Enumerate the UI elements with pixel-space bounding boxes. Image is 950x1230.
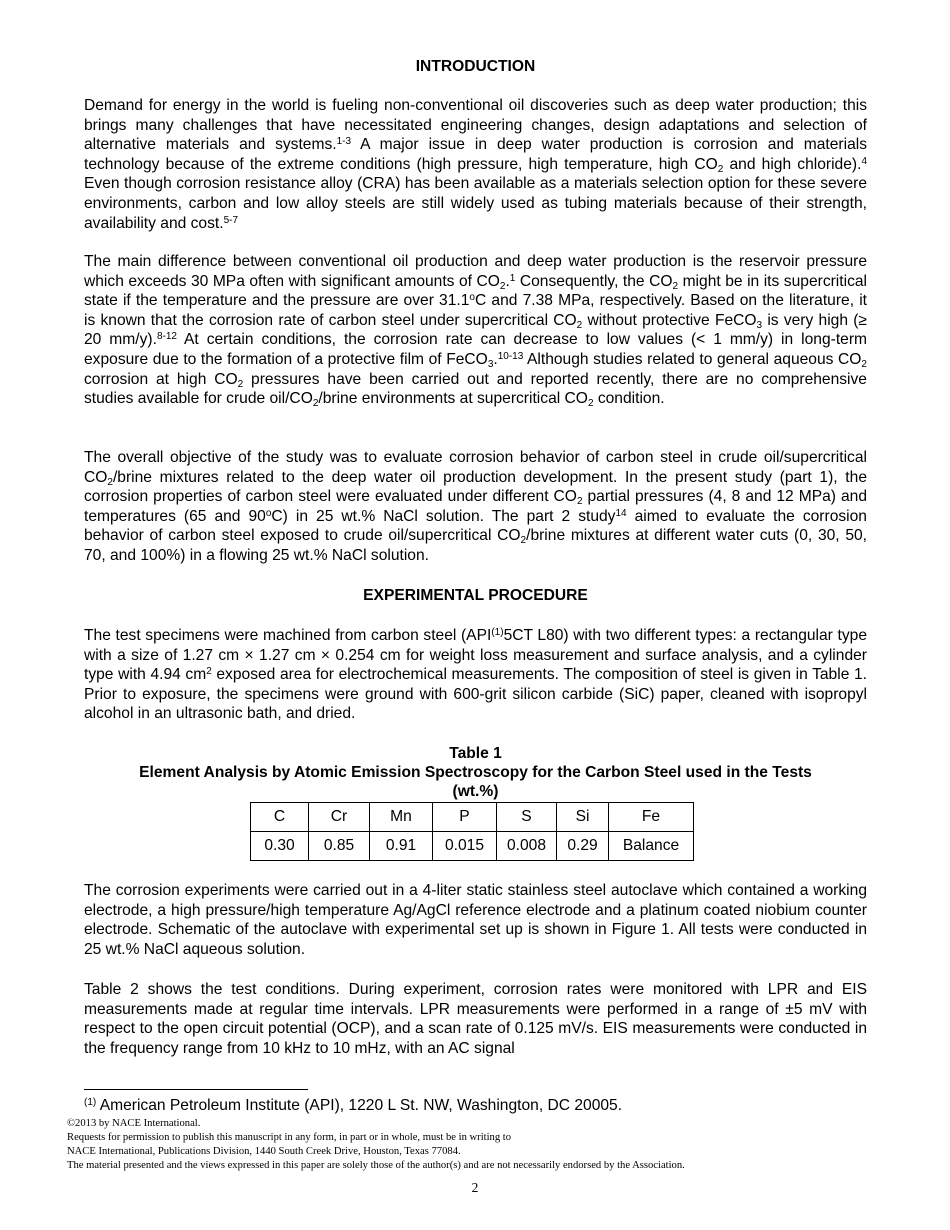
- table-header-row: [251, 803, 694, 832]
- footnote: [84, 1097, 622, 1115]
- disclaimer-line: The material presented and the views expressed in this paper are solely those of the author(s) and are not necessarily endorsed by the Association.: [67, 1160, 685, 1171]
- experimental-paragraph-3: Table 2 shows the test conditions. During experiment, corrosion rates were monitored with LPR and EIS measurements made at regular time intervals. LPR measurements were performed in a range of ±5 mV with respect to the open circuit potential (OCP), and a scan rate of 0.125 mV/s. EIS measurements were conducted in the frequency range from 10 kHz to 10 mHz, with an AC signal: [84, 981, 867, 1057]
- section-heading-introduction: INTRODUCTION: [415, 58, 536, 75]
- table-header-cell: Cr: [309, 803, 370, 832]
- footnote-marker: (1): [84, 1097, 97, 1108]
- composition-table: [250, 802, 694, 861]
- table-cell: 0.91: [370, 832, 433, 861]
- citation: 1: [509, 272, 516, 284]
- intro-paragraph-1: Demand for energy in the world is fueling non-conventional oil discoveries such as deep water production; this brings many challenges that have necessitated engineering changes, design adaptations and selection of alternative materials and systems.$^{1-3}$ A major issue in deep water production is corrosion and materials technology because of the extreme conditions (high pressure, high temperature, high $CO_2$ and high chloride).$^4$ Even though corrosion resistance alloy (CRA) has been available as a materials selection option for these severe environments, carbon and low alloy steels are still widely used as tubing materials because of their strength, availability and cost.$^{5-7}$: [84, 97, 868, 232]
- table-header-cell: Si: [557, 803, 609, 832]
- table-header-cell: Fe: [609, 803, 694, 832]
- citation: 10-13: [497, 350, 524, 362]
- citation: 8-12: [156, 331, 177, 343]
- table-row: [251, 832, 694, 861]
- table-cell: 0.29: [557, 832, 609, 861]
- table-cell: 0.85: [309, 832, 370, 861]
- degree-mark: o: [265, 507, 272, 519]
- intro-paragraph-2: The main difference between conventional oil production and deep water production is the reservoir pressure which exceeds 30 MPa often with significant amounts of $CO_2.^1$ Consequently, the $CO_2$ might be in its supercritical state if the temperature and the pressure are over 31.1$^o$C and 7.38 MPa, respectively. Based on the literature, it is known that the corrosion rate of carbon steel under supercritical $CO_2$ without protective FeCO$_3$ is very high (≥ 20 mm/y).$^{8-12}$ At certain conditions, the corrosion rate can decrease to low values (< 1 mm/y) in long-term exposure due to the formation of a protective film of FeCO$_3$.$^{10-13}$ Although studies related to general aqueous $CO_2$ corrosion at high $CO_2$ pressures have been carried out and reported recently, there are no comprehensive studies available for crude oil/$CO_2$/brine environments at supercritical $CO_2$ condition.: [84, 253, 868, 410]
- table-title: Element Analysis by Atomic Emission Spectroscopy for the Carbon Steel used in the Tests: [139, 764, 812, 781]
- table-header-cell: P: [433, 803, 497, 832]
- copyright-line: ©2013 by NACE International.: [67, 1118, 201, 1129]
- table-header-cell: C: [251, 803, 309, 832]
- permission-line: Requests for permission to publish this manuscript in any form, in part or in whole, must be in writing to: [67, 1132, 512, 1143]
- table-cell: Balance: [609, 832, 694, 861]
- table-header-cell: Mn: [370, 803, 433, 832]
- table-caption: [84, 744, 867, 801]
- footnote-text: American Petroleum Institute (API), 1220 L St. NW, Washington, DC 20005.: [96, 1097, 623, 1114]
- citation: 4: [861, 155, 867, 167]
- table-unit: (wt.%): [452, 783, 499, 800]
- citation: 1-3: [336, 136, 352, 148]
- table-cell: 0.008: [497, 832, 557, 861]
- publisher-address: NACE International, Publications Division, 1440 South Creek Drive, Houston, Texas 77084.: [67, 1146, 461, 1157]
- table-cell: 0.015: [433, 832, 497, 861]
- footnote-divider: [84, 1089, 308, 1090]
- intro-paragraph-3: The overall objective of the study was to evaluate corrosion behavior of carbon steel in crude oil/supercritical $CO_2$/brine mixtures related to the deep water oil production development. In the present study (part 1), the corrosion properties of carbon steel were evaluated under different $CO_2$ partial pressures (4, 8 and 12 MPa) and temperatures (65 and 90$^o$C) in 25 wt.% NaCl solution. The part 2 study$^{14}$ aimed to evaluate the corrosion behavior of carbon steel exposed to crude oil/supercritical $CO_2$/brine mixtures at different water cuts (0, 30, 50, 70, and 100%) in a flowing 25 wt.% NaCl solution.: [84, 449, 868, 564]
- experimental-paragraph-1: The test specimens were machined from carbon steel (API$^{(1)}$5CT L80) with two different types: a rectangular type with a size of 1.27 cm × 1.27 cm × 0.254 cm for weight loss measurement and surface analysis, and a cylinder type with 4.94 $cm^2$ exposed area for electrochemical measurements. The composition of steel is given in Table 1. Prior to exposure, the specimens were ground with 600-grit silicon carbide (SiC) paper, cleaned with isopropyl alcohol in an ultrasonic bath, and dried.: [84, 627, 868, 723]
- table-header-cell: S: [497, 803, 557, 832]
- section-heading-experimental: EXPERIMENTAL PROCEDURE: [363, 587, 588, 604]
- experimental-paragraph-2: The corrosion experiments were carried out in a 4-liter static stainless steel autoclave which contained a working electrode, a high pressure/high temperature Ag/AgCl reference electrode and a platinum coated niobium counter electrode. Schematic of the autoclave with experimental set up is shown in Figure 1. All tests were conducted in 25 wt.% NaCl aqueous solution.: [84, 882, 867, 958]
- footnote-marker: (1): [491, 627, 504, 638]
- table-cell: 0.30: [251, 832, 309, 861]
- table-label: Table 1: [449, 745, 502, 762]
- page-number: 2: [471, 1180, 479, 1195]
- citation: 5-7: [223, 214, 239, 226]
- citation: 14: [615, 507, 627, 519]
- degree-mark: o: [469, 292, 475, 304]
